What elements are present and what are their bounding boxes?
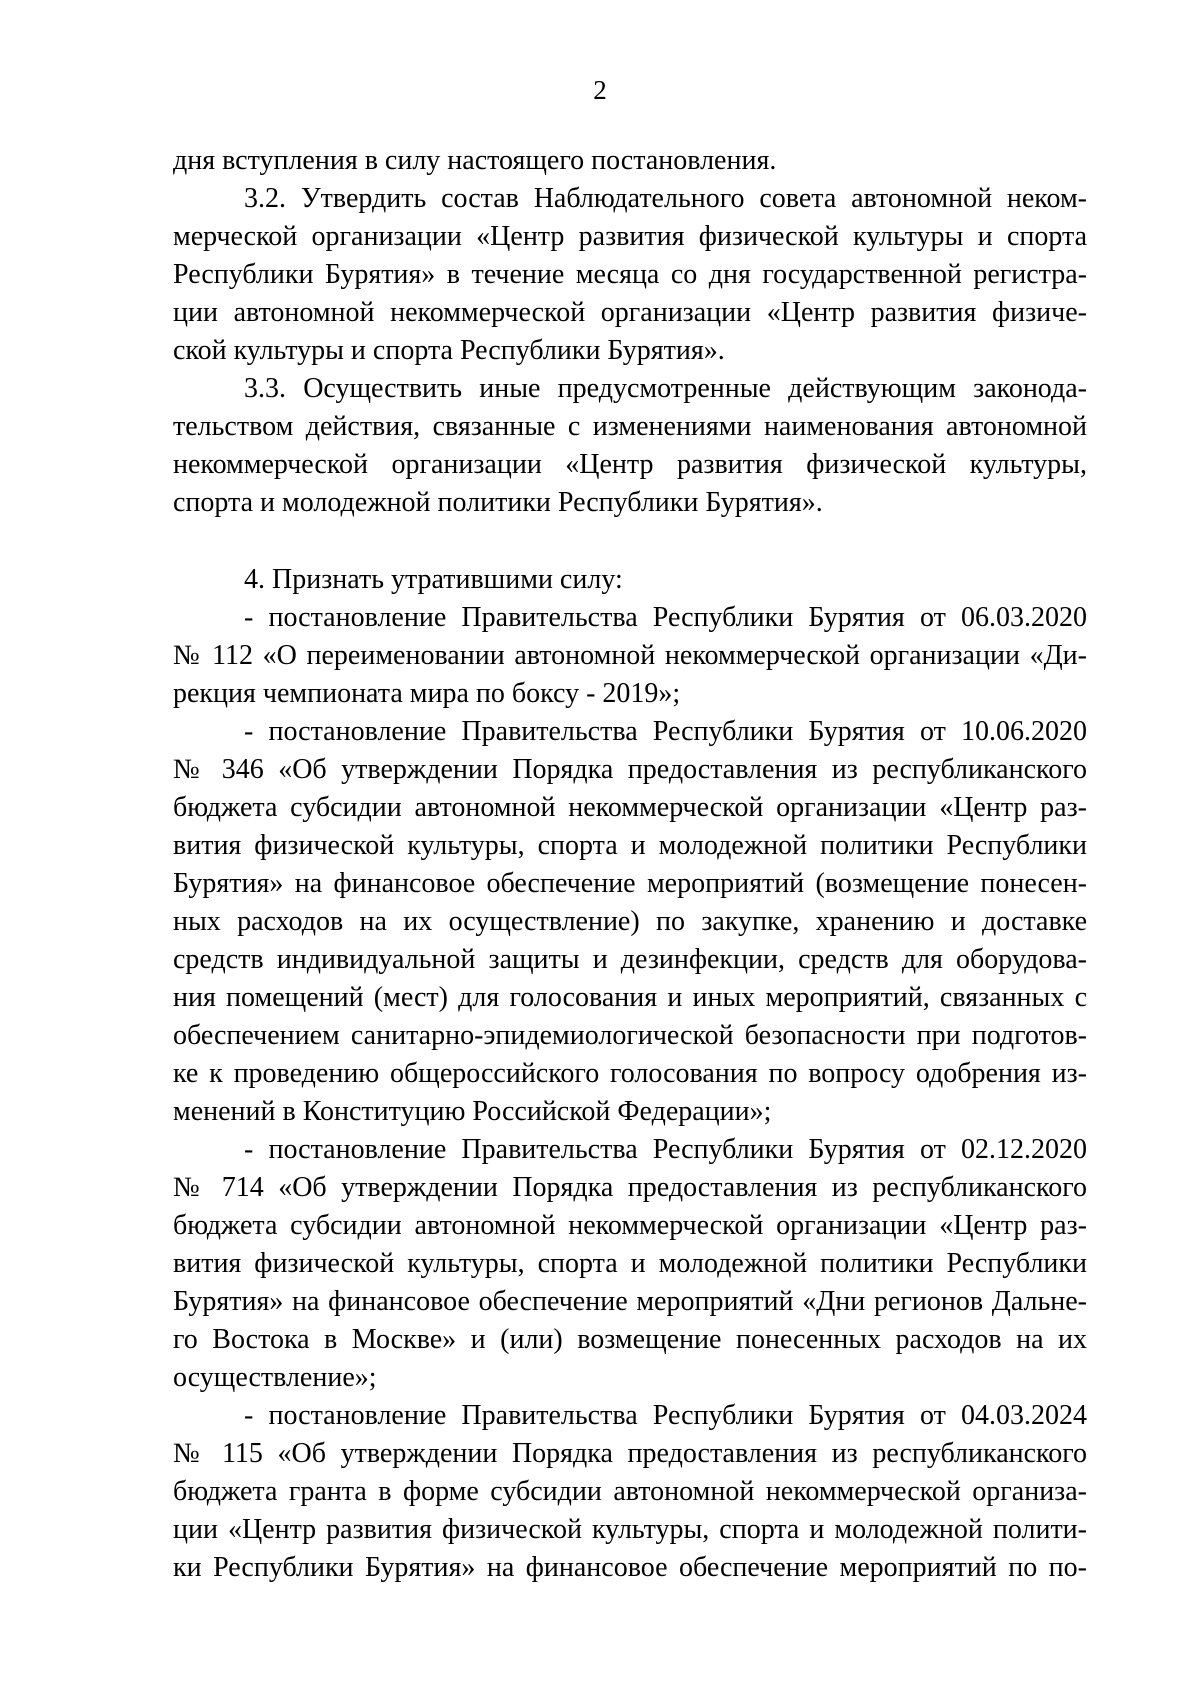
text-line: Бурятия» на финансовое обеспечение мероприятий (возмещение понесен- xyxy=(173,868,1087,899)
text-line: вития физической культуры, спорта и молодежной политики Республики xyxy=(173,1248,1087,1279)
text-line: бюджета субсидии автономной некоммерческой организации «Центр раз- xyxy=(173,792,1087,823)
text-line: ки Республики Бурятия» на финансовое обеспечение мероприятий по по- xyxy=(173,1552,1087,1583)
text-line: менений в Конституцию Российской Федерации»; xyxy=(173,1096,772,1127)
text-line: ных расходов на их осуществление) по закупке, хранению и доставке xyxy=(173,906,1087,937)
text-line: вития физической культуры, спорта и молодежной политики Республики xyxy=(173,830,1087,861)
text-line: 3.2. Утвердить состав Наблюдательного совета автономной неком- xyxy=(244,183,1087,214)
text-line: бюджета субсидии автономной некоммерческой организации «Центр раз- xyxy=(173,1210,1087,1241)
text-line: 4. Признать утратившими силу: xyxy=(244,564,623,595)
text-line: ции «Центр развития физической культуры, спорта и молодежной полити- xyxy=(173,1514,1087,1545)
text-line: спорта и молодежной политики Республики Бурятия». xyxy=(173,487,823,518)
text-line: 3.3. Осуществить иные предусмотренные действующим законода- xyxy=(244,373,1087,404)
text-line: ния помещений (мест) для голосования и иных мероприятий, связанных с xyxy=(173,982,1087,1013)
text-line: - постановление Правительства Республики Бурятия от 04.03.2024 xyxy=(244,1400,1087,1431)
text-line: ской культуры и спорта Республики Бурятия». xyxy=(173,335,725,366)
text-line: № 112 «О переименовании автономной некоммерческой организации «Ди- xyxy=(173,640,1087,671)
text-line: № 714 «Об утверждении Порядка предоставления из республиканского xyxy=(173,1172,1087,1203)
text-line: бюджета гранта в форме субсидии автономной некоммерческой организа- xyxy=(173,1476,1087,1507)
text-line: тельством действия, связанные с изменениями наименования автономной xyxy=(173,411,1087,442)
text-line: обеспечением санитарно-эпидемиологической безопасности при подготов- xyxy=(173,1020,1087,1051)
text-line: Бурятия» на финансовое обеспечение мероприятий «Дни регионов Дальне- xyxy=(173,1286,1087,1317)
text-line: средств индивидуальной защиты и дезинфекции, средств для оборудова- xyxy=(173,944,1087,975)
text-line: № 115 «Об утверждении Порядка предоставления из республиканского xyxy=(173,1438,1087,1469)
text-line: № 346 «Об утверждении Порядка предоставления из республиканского xyxy=(173,754,1087,785)
text-line: - постановление Правительства Республики Бурятия от 06.03.2020 xyxy=(244,602,1087,633)
text-line: некоммерческой организации «Центр развития физической культуры, xyxy=(173,449,1087,480)
page-number: 2 xyxy=(593,75,607,105)
text-line: - постановление Правительства Республики Бурятия от 02.12.2020 xyxy=(244,1134,1087,1165)
text-line: ке к проведению общероссийского голосования по вопросу одобрения из- xyxy=(173,1058,1087,1089)
text-line: осуществление»; xyxy=(173,1362,377,1393)
text-line: дня вступления в силу настоящего постановления. xyxy=(173,145,777,176)
text-line: го Востока в Москве» и (или) возмещение понесенных расходов на их xyxy=(173,1324,1087,1355)
text-line: рекция чемпионата мира по боксу - 2019»; xyxy=(173,678,681,709)
text-line: ции автономной некоммерческой организации «Центр развития физиче- xyxy=(173,297,1087,328)
text-line: мерческой организации «Центр развития физической культуры и спорта xyxy=(173,221,1087,252)
text-line: Республики Бурятия» в течение месяца со дня государственной регистра- xyxy=(173,259,1087,290)
text-line: - постановление Правительства Республики Бурятия от 10.06.2020 xyxy=(244,716,1087,747)
